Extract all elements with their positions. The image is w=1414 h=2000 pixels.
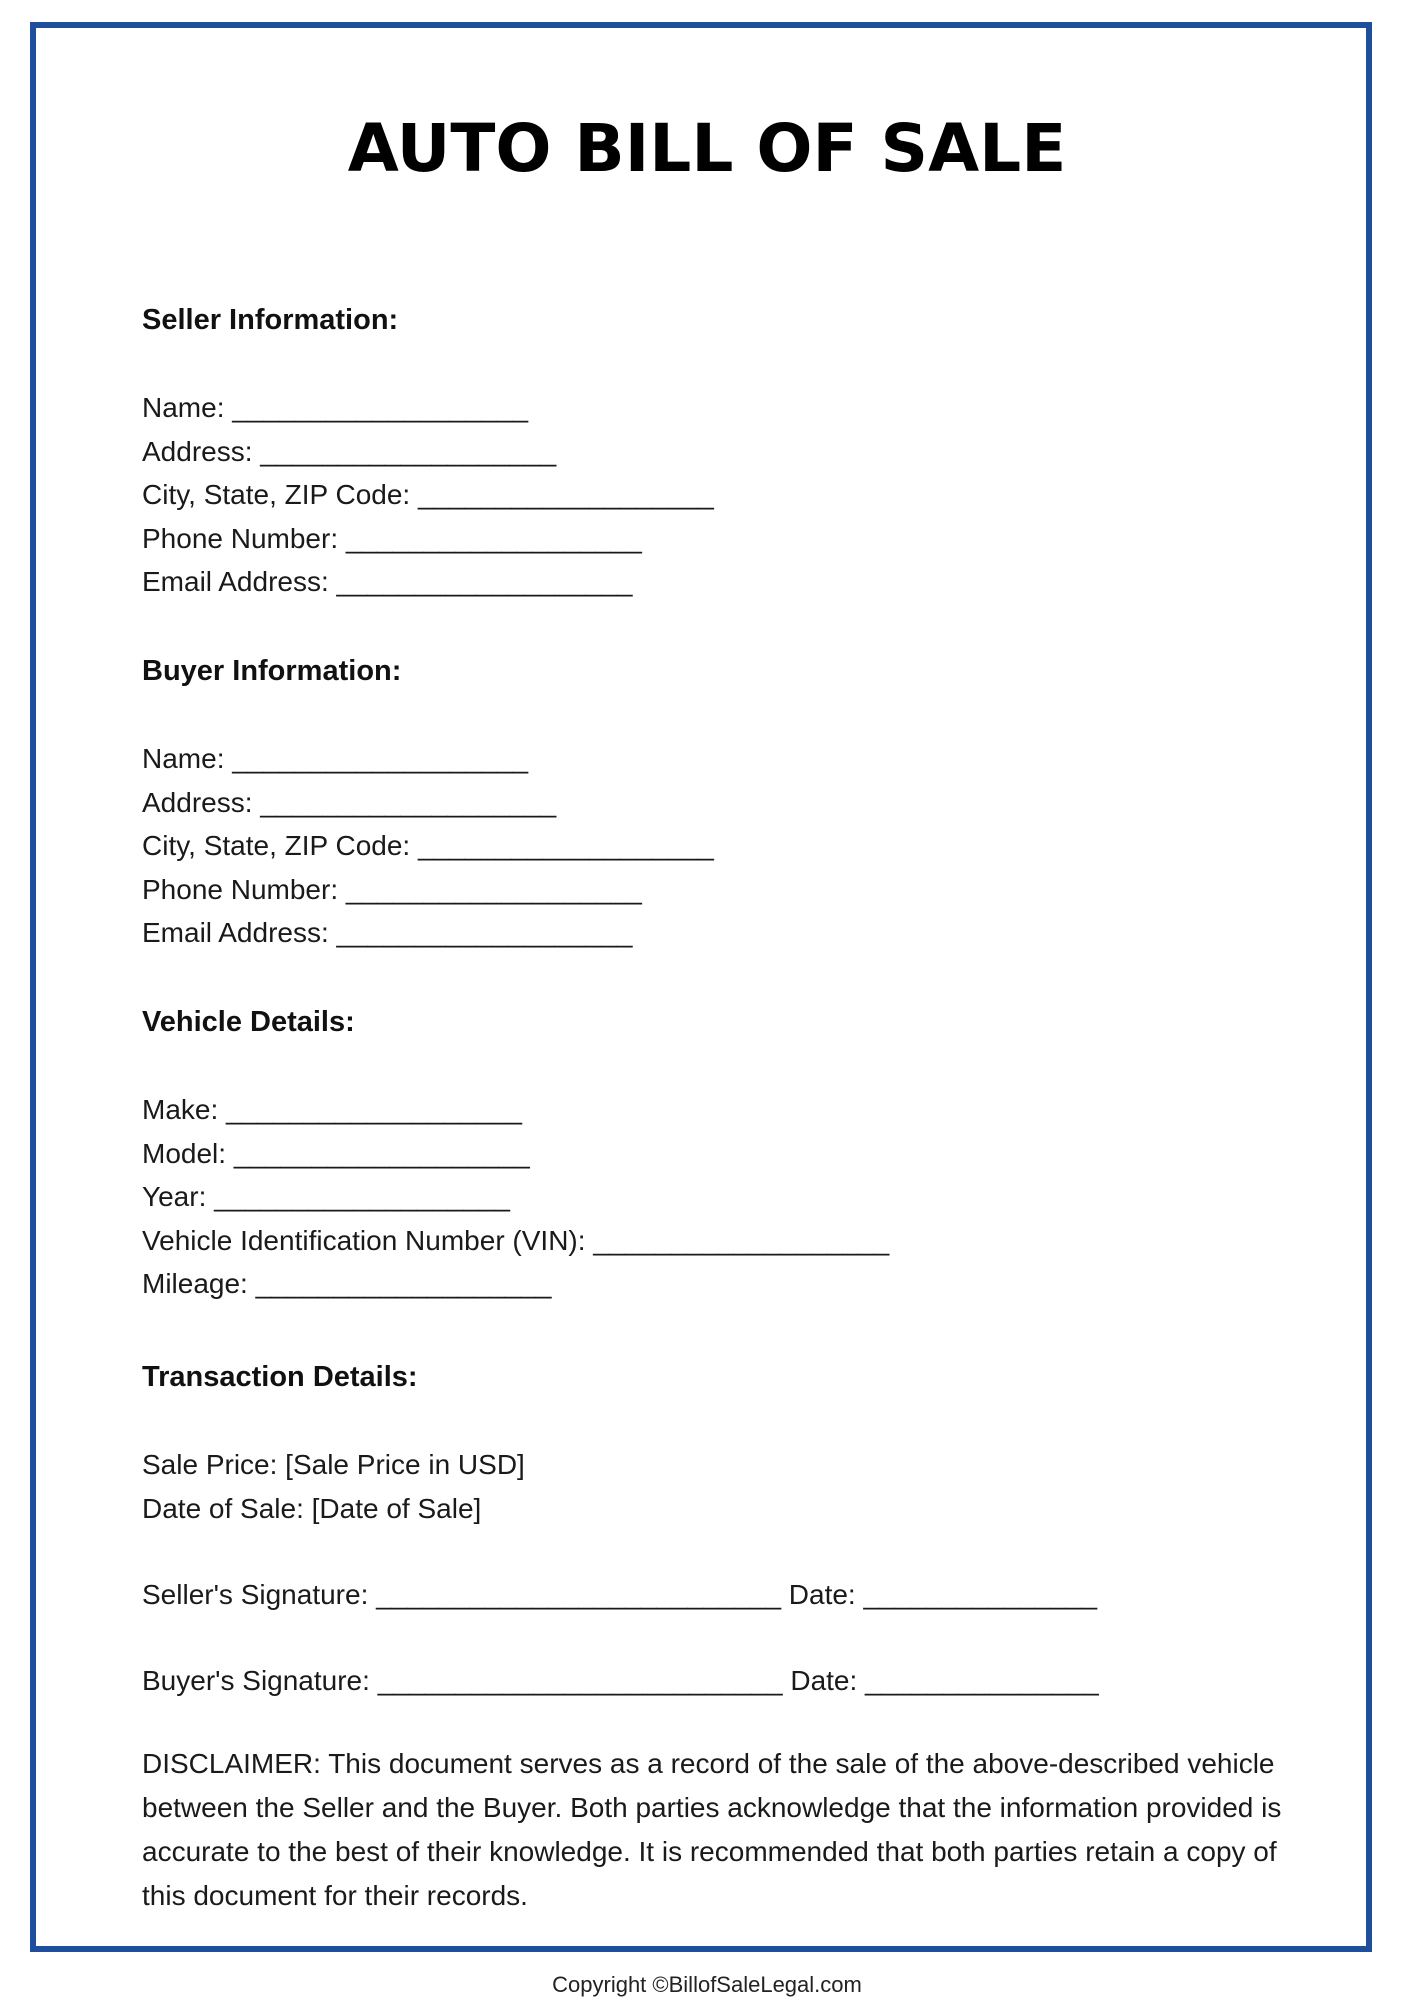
vehicle-year-field: Year: ___________________: [142, 1181, 511, 1212]
buyer-address-field: Address: ___________________: [142, 787, 557, 818]
seller-name-field: Name: ___________________: [142, 392, 529, 423]
seller-email-field: Email Address: ___________________: [142, 566, 633, 597]
vehicle-mileage-field: Mileage: ___________________: [142, 1268, 552, 1299]
buyer-email-field: Email Address: ___________________: [142, 917, 633, 948]
sale-date-field: Date of Sale: [Date of Sale]: [142, 1493, 482, 1524]
vehicle-make-field: Make: ___________________: [142, 1094, 522, 1125]
copyright-footer: Copyright ©BillofSaleLegal.com: [552, 1972, 862, 1997]
vehicle-heading: Vehicle Details:: [142, 1006, 355, 1038]
sale-price-field: Sale Price: [Sale Price in USD]: [142, 1449, 525, 1480]
buyer-name-field: Name: ___________________: [142, 743, 529, 774]
seller-phone-field: Phone Number: ___________________: [142, 523, 642, 554]
buyer-phone-field: Phone Number: ___________________: [142, 874, 642, 905]
seller-address-field: Address: ___________________: [142, 436, 557, 467]
seller-signature-line: Seller's Signature: __________________________ Date: _______________: [142, 1579, 1098, 1610]
vehicle-model-field: Model: ___________________: [142, 1138, 530, 1169]
buyer-heading: Buyer Information:: [142, 655, 402, 687]
disclaimer-text: DISCLAIMER: This document serves as a record of the sale of the above-described vehicle between the Seller and the Buyer. Both parties acknowledge that the information provided is accurate to the best of their knowledge. It is recommended that both parties retain a copy of this document for their records.: [142, 1748, 1282, 1911]
transaction-heading: Transaction Details:: [142, 1361, 418, 1393]
buyer-city-field: City, State, ZIP Code: ___________________: [142, 830, 714, 861]
document-title: AUTO BILL OF SALE: [347, 110, 1067, 187]
seller-city-field: City, State, ZIP Code: ___________________: [142, 479, 714, 510]
vehicle-vin-field: Vehicle Identification Number (VIN): ___________________: [142, 1225, 890, 1256]
buyer-signature-line: Buyer's Signature: __________________________ Date: _______________: [142, 1665, 1099, 1696]
seller-heading: Seller Information:: [142, 304, 399, 336]
